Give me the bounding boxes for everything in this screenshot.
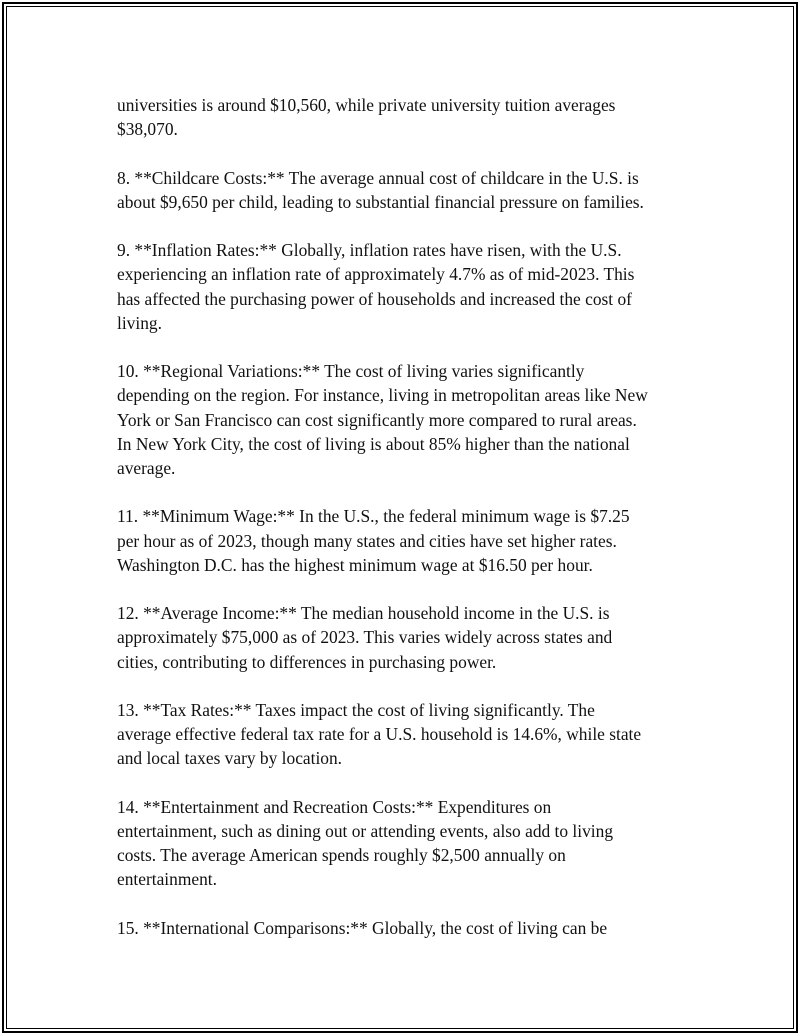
- paragraph-childcare-costs: 8. **Childcare Costs:** The average annual cost of childcare in the U.S. is about $9,650 per child, leading to substantial financial pressure on families.: [117, 167, 644, 212]
- paragraph-entertainment-costs: 14. **Entertainment and Recreation Costs:** Expenditures on entertainment, such as dining out or attending events, also add to living costs. The average American spends roughly $2,500 annually on entertainment.: [117, 796, 614, 890]
- paragraph-education-costs-continued: universities is around $10,560, while private university tuition averages $38,070.: [117, 95, 616, 140]
- paragraph-international-comparisons: 15. **International Comparisons:** Globally, the cost of living can be: [117, 917, 608, 938]
- document-body: [117, 93, 697, 940]
- paragraph-average-income: 12. **Average Income:** The median household income in the U.S. is approximately $75,000 as of 2023. This varies widely across states and cities, contributing to differences in purchasing power.: [117, 603, 613, 672]
- paragraph-regional-variations: 10. **Regional Variations:** The cost of living varies significantly depending on the region. For instance, living in metropolitan areas like New York or San Francisco can cost significantly more compared to rural areas. In New York City, the cost of living is about 85% higher than the national average.: [117, 361, 648, 478]
- paragraph-tax-rates: 13. **Tax Rates:** Taxes impact the cost of living significantly. The average effective federal tax rate for a U.S. household is 14.6%, while state and local taxes vary by location.: [117, 699, 642, 769]
- paragraph-inflation-rates: 9. **Inflation Rates:** Globally, inflation rates have risen, with the U.S. experiencing an inflation rate of approximately 4.7% as of mid-2023. This has affected the purchasing power of households and increased the cost of living.: [117, 240, 635, 333]
- paragraph-minimum-wage: 11. **Minimum Wage:** In the U.S., the federal minimum wage is $7.25 per hour as of 2023, though many states and cities have set higher rates. Washington D.C. has the highest minimum wage at $16.50 per hour.: [117, 506, 630, 575]
